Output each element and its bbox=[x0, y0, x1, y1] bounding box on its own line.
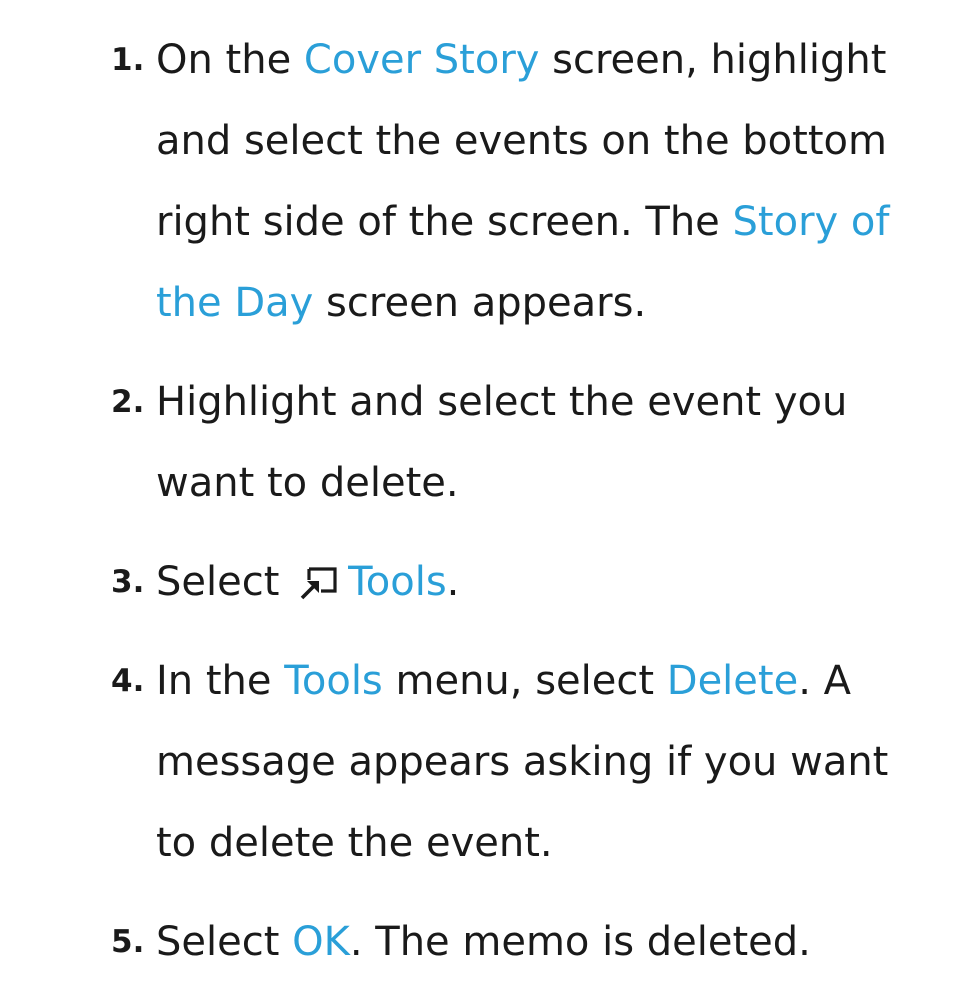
story-of-the-day-term: Story of the Day bbox=[156, 199, 890, 326]
step-text: Select bbox=[156, 919, 293, 965]
cover-story-term: Cover Story bbox=[303, 37, 540, 83]
step-text: . bbox=[446, 559, 460, 605]
tools-icon bbox=[296, 561, 340, 601]
step-text: screen appears. bbox=[313, 280, 647, 326]
step-number: 5. bbox=[111, 924, 145, 960]
step-text: . A message appears asking if you want to delete the event. bbox=[156, 658, 889, 866]
step-2 bbox=[0, 362, 954, 524]
step-text: screen, highlight and select the events on the bottom right side of the screen. The bbox=[156, 37, 887, 245]
tools-term: Tools bbox=[348, 559, 447, 605]
ok-term: OK bbox=[292, 919, 350, 965]
step-5 bbox=[0, 902, 954, 983]
step-4 bbox=[0, 641, 954, 884]
step-text: Highlight and select the event you want to delete. bbox=[156, 379, 848, 506]
step-text: In the bbox=[156, 658, 285, 704]
step-text: . The memo is deleted. bbox=[349, 919, 811, 965]
step-1 bbox=[0, 20, 954, 344]
step-number: 2. bbox=[111, 384, 145, 420]
delete-term: Delete bbox=[666, 658, 799, 704]
step-text: Select bbox=[156, 559, 293, 605]
step-number: 4. bbox=[111, 663, 145, 699]
step-3 bbox=[0, 542, 954, 623]
step-text: menu, select bbox=[382, 658, 667, 704]
step-text: On the bbox=[156, 37, 304, 83]
step-number: 1. bbox=[111, 42, 145, 78]
tools-menu-term: Tools bbox=[284, 658, 383, 704]
step-number: 3. bbox=[111, 564, 145, 600]
